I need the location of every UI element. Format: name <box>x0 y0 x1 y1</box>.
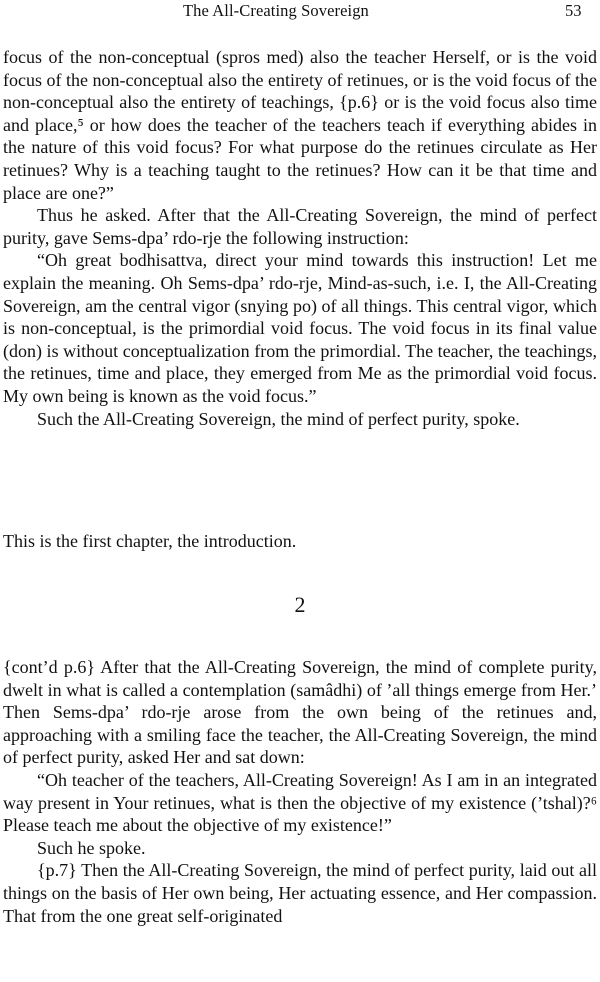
section-two-text <box>3 656 597 927</box>
paragraph: Such the All-Creating Sovereign, the mind of perfect purity, spoke. <box>37 408 520 429</box>
paragraph: {cont’d p.6} After that the All-Creating Sovereign, the mind of complete purity, dwelt in what is called a contemplation (samâdhi) of ’all things emerge from Her.’ Then Sems-dpa’ rdo-rje arose from the own being of the retinues and, approaching with a smiling face the teacher, the All-Creating Sovereign, the mind of perfect purity, asked Her and sat down: <box>3 657 597 768</box>
paragraph: “Oh teacher of the teachers, All-Creating Sovereign! As I am in an integrated way present in Your retinues, what is then the objective of my existence (’tshal)?⁶ Please teach me about the objective of my existence!” <box>3 769 597 836</box>
paragraph: {p.7} Then the All-Creating Sovereign, the mind of perfect purity, laid out all things on the basis of Her own being, Her actuating essence, and Her compassion. That from the one great self-originated <box>3 860 597 926</box>
running-title: The All-Creating Sovereign <box>183 1 369 20</box>
chapter-closing <box>3 530 597 553</box>
paragraph: focus of the non-conceptual (spros med) also the teacher Herself, or is the void focus of the non-conceptual also the entirety of retinues, or is the void focus of the non-conceptual also the entirety of teachings, {p.6} or is the void focus also time and place,⁵ or how does the teacher of the teachers teach if everything abides in the nature of this void focus? For what purpose do the retinues circulate as Her retinues? Why is a teaching taught to the retinues? How can it be that time and place are one?” <box>3 47 597 203</box>
closing-line: This is the first chapter, the introduction. <box>3 531 297 551</box>
running-header <box>0 0 600 24</box>
paragraph: Such he spoke. <box>37 837 146 858</box>
section-one-text <box>3 46 597 430</box>
page-number: 53 <box>565 1 582 20</box>
chapter-number: 2 <box>294 592 306 617</box>
paragraph: Thus he asked. After that the All-Creating Sovereign, the mind of perfect purity, gave Sems-dpa’ rdo-rje the following instruction: <box>3 205 597 248</box>
paragraph: “Oh great bodhisattva, direct your mind towards this instruction! Let me explain the meaning. Oh Sems-dpa’ rdo-rje, Mind-as-such, i.e. I, the All-Creating Sovereign, am the central vigor (snying po) of all things. This central vigor, which is non-conceptual, is the primordial void focus. The void focus in its final value (don) is without conceptualization from the primordial. The teacher, the teachings, the retinues, time and place, they emerged from Me as the primordial void focus. My own being is known as the void focus.” <box>3 250 597 406</box>
